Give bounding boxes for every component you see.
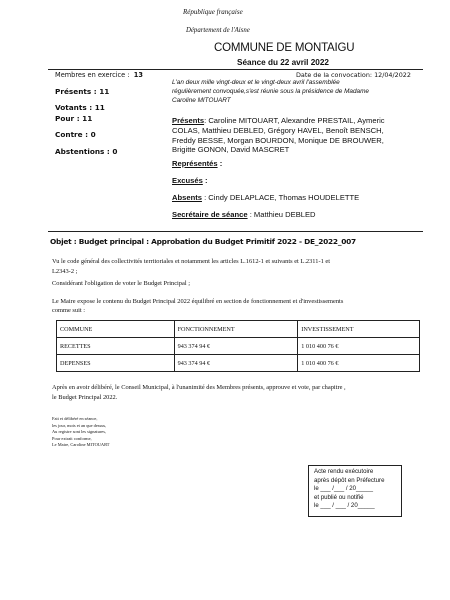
table-cell: 1 010 400 76 € [298, 355, 420, 372]
header-divider [48, 69, 423, 70]
table-cell: 1 010 400 76 € [298, 338, 420, 355]
excuses-line [172, 176, 207, 185]
presents-line-3: Freddy BESSE, Morgan BOURDON, Monique DE BROUWER, [172, 135, 384, 145]
vu-paragraph [52, 257, 330, 276]
vu-line-2: L2343-2 ; [52, 267, 78, 275]
intro-line-2: régulièrement convoquée,s'est réunie sous la présidence de Madame [172, 87, 369, 95]
budget-table [56, 320, 420, 372]
footer-line-4: Pour extrait conforme, [52, 435, 92, 441]
absents-value: : Cindy DELAPLACE, Thomas HOUDELETTE [201, 193, 360, 202]
table-cell: DEPENSES [57, 355, 175, 372]
presents-label: Présents [172, 116, 205, 125]
session-date: Séance du 22 avril 2022 [237, 58, 329, 67]
membres-en-exercice [55, 71, 143, 79]
representes-label: Représentés [172, 159, 218, 168]
intro-line-3: Caroline MITOUART [172, 96, 231, 104]
presents-count: Présents : 11 [55, 87, 110, 96]
footer-line-2: les jour, mois et an que dessus, [52, 422, 107, 428]
footer-line-1: Fait et délibéré en séance, [52, 416, 98, 421]
stamp-line-4: et publié ou notifié [314, 493, 364, 501]
convocation-date: Date de la convocation: 12/04/2022 [296, 71, 411, 79]
intro-line-1: L'an deux mille vingt-deux et le vingt-deux avril l'assemblée [172, 79, 340, 86]
presents-block [172, 116, 385, 155]
membres-label: Membres en exercice : [55, 71, 130, 79]
maire-paragraph [52, 297, 343, 315]
table-header-cell: INVESTISSEMENT [298, 321, 420, 338]
footer-note [52, 416, 109, 449]
abstentions-count: Abstentions : 0 [55, 147, 118, 156]
membres-value: 13 [133, 71, 143, 79]
apres-line-2: le Budget Principal 2022. [52, 393, 118, 401]
objet-title: Objet : Budget principal : Approbation du Budget Primitif 2022 - DE_2022_007 [50, 237, 356, 246]
stamp-text [314, 468, 384, 511]
stamp-line-1: Acte rendu exécutoire [314, 468, 374, 475]
considerant-paragraph: Considérant l'obligation de voter le Budget Principal ; [52, 280, 190, 287]
votants-count: Votants : 11 [55, 103, 105, 112]
representes-value: : [217, 159, 223, 168]
maire-line-2: comme suit : [52, 307, 86, 315]
vu-line-1: Vu le code général des collectivités territoriales et notamment les articles L.1612-1 et suivants et L.2311-1 et [52, 258, 330, 265]
objet-divider [48, 231, 423, 232]
presents-line-2: COLAS, Matthieu DEBLED, Grégory HAVEL, Benoît BENSCH, [172, 125, 384, 135]
table-header-row [57, 321, 420, 338]
absents-line [172, 193, 359, 202]
republic-label: République française [183, 8, 243, 16]
secretaire-line [172, 210, 316, 219]
table-header-cell: COMMUNE [57, 321, 175, 338]
footer-line-3: Au registre sont les signatures, [52, 429, 107, 435]
table-row [57, 355, 420, 372]
commune-title: COMMUNE DE MONTAIGU [214, 42, 355, 54]
maire-line-1: Le Maire expose le contenu du Budget Principal 2022 équilibré en section de fonctionnement et d'investissements [52, 298, 344, 305]
presents-line-4: Brigitte GONON, David MASCRET [172, 145, 290, 155]
secretaire-value: : Matthieu DEBLED [247, 210, 316, 219]
department-label: Département de l'Aisne [186, 27, 250, 34]
table-row [57, 338, 420, 355]
executoire-stamp-box [308, 465, 402, 517]
contre-count: Contre : 0 [55, 130, 96, 139]
representes-line [172, 159, 222, 168]
apres-line-1: Après en avoir délibéré, le Conseil Municipal, à l'unanimité des Membres présents, approuve et vote, par chapitre , [52, 384, 346, 391]
presents-line-1: : Caroline MITOUART, Alexandre PRESTAIL, Aymeric [204, 116, 385, 125]
stamp-line-3: le ___ /___ / 20_____ [314, 485, 373, 493]
table-cell: 943 374 94 € [174, 355, 298, 372]
table-cell: RECETTES [57, 338, 175, 355]
convocation-intro [172, 79, 369, 105]
apres-paragraph [52, 383, 346, 403]
footer-line-5: Le Maire, Caroline MITOUART [52, 442, 110, 448]
excuses-value: : [202, 176, 208, 185]
pour-count: Pour : 11 [55, 114, 93, 123]
excuses-label: Excusés [172, 176, 203, 185]
table-cell: 943 374 94 € [174, 338, 298, 355]
stamp-line-5: le ___ / ___ / 20_____ [314, 502, 375, 510]
secretaire-label: Secrétaire de séance [172, 210, 248, 219]
absents-label: Absents [172, 193, 202, 202]
table-header-cell: FONCTIONNEMENT [174, 321, 298, 338]
stamp-line-2: après dépôt en Préfecture [314, 476, 385, 484]
